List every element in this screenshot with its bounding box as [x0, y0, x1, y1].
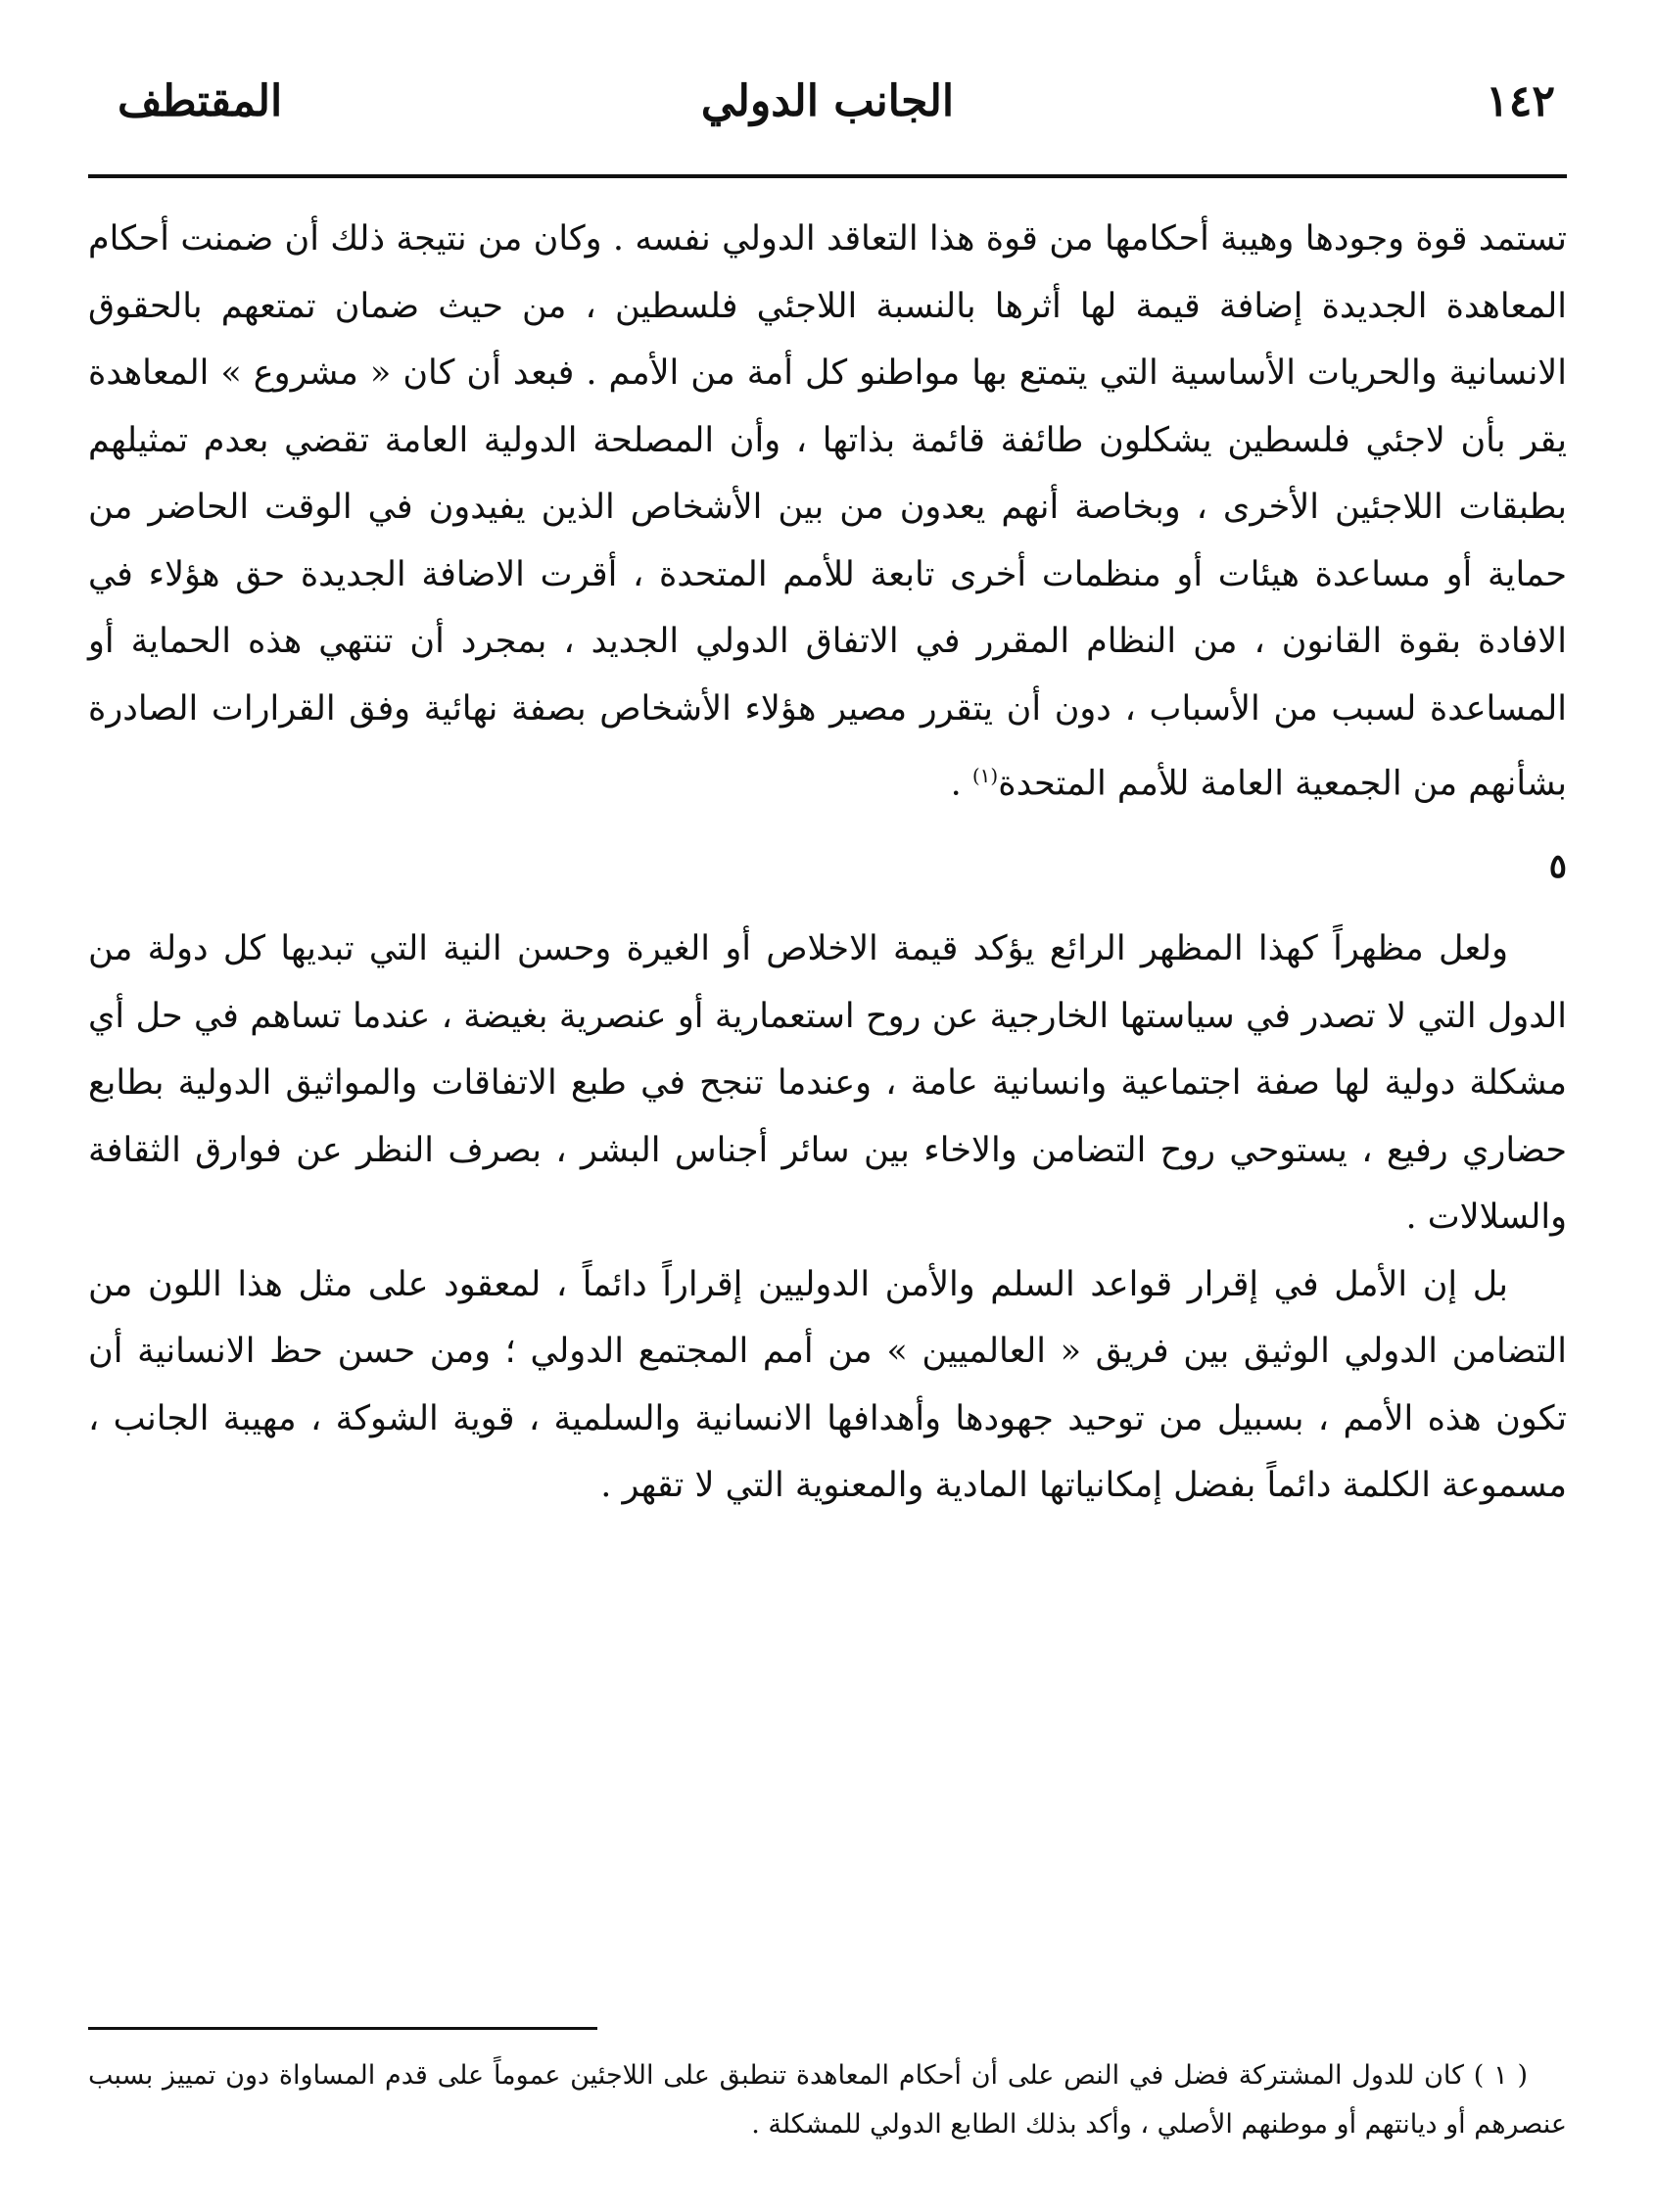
main-text	[88, 206, 1567, 1520]
paragraph-3: بل إن الأمل في إقرار قواعد السلم والأمن الدوليين إقراراً دائماً ، لمعقود على مثل هذا اللون من التضامن الدولي الوثيق بين فريق « العالميين » من أمم المجتمع الدولي ؛ ومن حسن حظ الانسانية أن تكون هذه الأمم ، بسبيل من توحيد جهودها وأهدافها الانسانية والسلمية ، قوية الشوكة ، مهيبة الجانب ، مسموعة الكلمة دائماً بفضل إمكانياتها المادية والمعنوية التي لا تقهر .	[88, 1264, 1567, 1506]
footnotes	[88, 2051, 1567, 2149]
footnote-1: ( ١ ) كان للدول المشتركة فضل في النص على أن أحكام المعاهدة تنطبق على اللاجئين عموماً على قدم المساواة دون تمييز بسبب عنصرهم أو ديانتهم أو موطنهم الأصلي ، وأكد بذلك الطابع الدولي للمشكلة .	[88, 2060, 1567, 2140]
footnote-reference: (١)	[971, 764, 999, 787]
journal-name: المقتطف	[118, 76, 283, 126]
running-title: الجانب الدولي	[700, 76, 955, 126]
paragraph-2: ولعل مظهراً كهذا المظهر الرائع يؤكد قيمة الاخلاص أو الغيرة وحسن النية التي تبديها كل دولة من الدول التي لا تصدر في سياستها الخارجية عن روح استعمارية أو عنصرية بغيضة ، عندما تساهم في حل أي مشكلة دولية لها صفة اجتماعية وانسانية عامة ، وعندما تنجح في طبع الاتفاقات والمواثيق الدولية بطابع حضاري رفيع ، يستوحي روح التضامن والاخاء بين سائر أجناس البشر ، بصرف النظر عن فوارق الثقافة والسلالات .	[88, 929, 1567, 1238]
page-header	[88, 59, 1567, 147]
paragraph-1-text: تستمد قوة وجودها وهيبة أحكامها من قوة هذا التعاقد الدولي نفسه . وكان من نتيجة ذلك أن ضمنت أحكام المعاهدة الجديدة إضافة قيمة لها أثرها بالنسبة اللاجئي فلسطين ، من حيث ضمان تمتعهم بالحقوق الانسانية والحريات الأساسية التي يتمتع بها مواطنو كل أمة من الأمم . فبعد أن كان « مشروع » المعاهدة يقر بأن لاجئي فلسطين يشكلون طائفة قائمة بذاتها ، وأن المصلحة الدولية العامة تقضي بعدم تمثيلهم بطبقات اللاجئين الأخرى ، وبخاصة أنهم يعدون من بين الأشخاص الذين يفيدون في الوقت الحاضر من حماية أو مساعدة هيئات أو منظمات أخرى تابعة للأمم المتحدة ، أقرت الاضافة الجديدة حق هؤلاء في الافادة بقوة القانون ، من النظام المقرر في الاتفاق الدولي الجديد ، بمجرد أن تنتهي هذه الحماية أو المساعدة لسبب من الأسباب ، دون أن يتقرر مصير هؤلاء الأشخاص بصفة نهائية وفق القرارات الصادرة بشأنهم من الجمعية العامة للأمم المتحدة	[88, 219, 1567, 804]
book-page	[88, 59, 1567, 2164]
footnote-rule	[88, 2027, 597, 2030]
paragraph-1-end: .	[950, 764, 972, 804]
header-rule	[88, 174, 1567, 178]
paragraph-1	[88, 206, 1567, 818]
page-number: ١٤٢	[1486, 76, 1555, 126]
section-mark: ٥	[1548, 847, 1567, 887]
